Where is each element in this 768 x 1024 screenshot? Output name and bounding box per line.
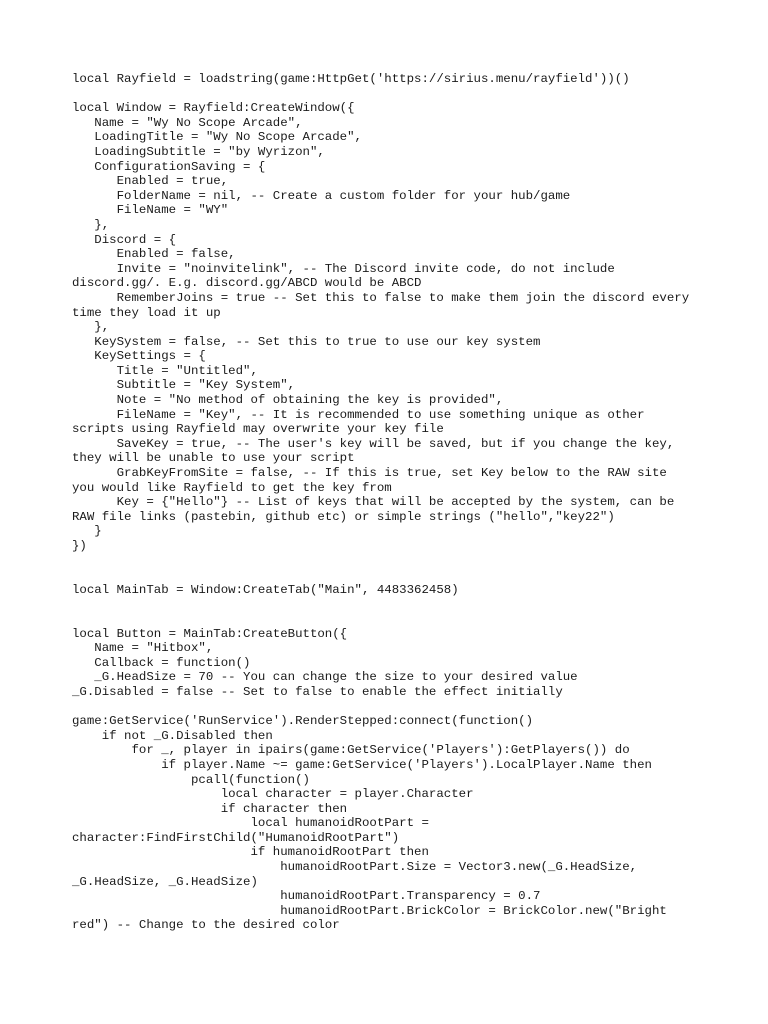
code-line: scripts using Rayfield may overwrite your key file — [72, 422, 444, 437]
code-line: Invite = "noinvitelink", -- The Discord invite code, do not include — [72, 261, 615, 276]
code-line: local Rayfield = loadstring(game:HttpGet('https://sirius.menu/rayfield'))() — [72, 72, 630, 86]
code-line — [72, 568, 712, 583]
code-line: local character = player.Character — [72, 787, 474, 802]
code-line: game:GetService('RunService').RenderStepped:connect(function() — [72, 714, 534, 729]
code-line: } — [72, 524, 102, 539]
code-line: GrabKeyFromSite = false, -- If this is true, set Key below to the RAW site — [72, 466, 667, 481]
code-line: pcall(function() — [72, 772, 310, 787]
code-line: _G.HeadSize, _G.HeadSize) — [72, 874, 258, 889]
code-line: KeySystem = false, -- Set this to true to use our key system — [72, 334, 541, 349]
code-line: humanoidRootPart.BrickColor = BrickColor.new("Bright — [72, 903, 667, 918]
code-line: Subtitle = "Key System", — [72, 378, 296, 393]
code-line: Note = "No method of obtaining the key is provided", — [72, 393, 504, 408]
code-line: local humanoidRootPart = — [72, 816, 429, 831]
code-line: you would like Rayfield to get the key from — [72, 480, 392, 495]
code-line: if character then — [72, 801, 348, 816]
code-line: local MainTab = Window:CreateTab("Main", 4483362458) — [72, 582, 459, 597]
code-line: if not _G.Disabled then — [72, 728, 273, 743]
code-line: Title = "Untitled", — [72, 363, 258, 378]
code-line: Enabled = true, — [72, 174, 229, 189]
code-line: Discord = { — [72, 232, 177, 247]
code-line: }, — [72, 320, 110, 335]
code-line: local Button = MainTab:CreateButton({ — [72, 626, 348, 641]
code-line: for _, player in ipairs(game:GetService('Players'):GetPlayers()) do — [72, 743, 630, 758]
code-line: if humanoidRootPart then — [72, 845, 429, 860]
code-line: discord.gg/. E.g. discord.gg/ABCD would be ABCD — [72, 276, 422, 291]
code-line: Name = "Hitbox", — [72, 641, 214, 656]
code-line: KeySettings = { — [72, 349, 206, 364]
code-line: Key = {"Hello"} -- List of keys that will be accepted by the system, can be — [72, 495, 675, 510]
code-line: red") -- Change to the desired color — [72, 918, 340, 933]
code-line: humanoidRootPart.Size = Vector3.new(_G.HeadSize, — [72, 860, 638, 875]
code-line — [72, 87, 712, 102]
code-line: character:FindFirstChild("HumanoidRootPart") — [72, 830, 400, 845]
code-line: _G.Disabled = false -- Set to false to enable the effect initially — [72, 684, 563, 699]
code-block — [72, 72, 712, 933]
code-line: if player.Name ~= game:GetService('Players').LocalPlayer.Name then — [72, 757, 652, 772]
code-line — [72, 597, 712, 612]
code-line: Enabled = false, — [72, 247, 236, 262]
code-line: RememberJoins = true -- Set this to false to make them join the discord every — [72, 290, 690, 305]
code-line: Callback = function() — [72, 655, 251, 670]
code-line: LoadingTitle = "Wy No Scope Arcade", — [72, 130, 362, 145]
code-line: SaveKey = true, -- The user's key will be saved, but if you change the key, — [72, 436, 675, 451]
code-line — [72, 554, 712, 569]
code-line: time they load it up — [72, 305, 221, 320]
code-line: FileName = "WY" — [72, 203, 229, 218]
code-line: local Window = Rayfield:CreateWindow({ — [72, 101, 355, 116]
code-line: humanoidRootPart.Transparency = 0.7 — [72, 889, 541, 904]
code-line: FolderName = nil, -- Create a custom folder for your hub/game — [72, 188, 571, 203]
code-line: FileName = "Key", -- It is recommended to use something unique as other — [72, 407, 645, 422]
code-line: ConfigurationSaving = { — [72, 159, 266, 174]
code-line: Name = "Wy No Scope Arcade", — [72, 115, 303, 130]
code-line: }, — [72, 217, 110, 232]
code-line: LoadingSubtitle = "by Wyrizon", — [72, 144, 325, 159]
code-line: they will be unable to use your script — [72, 451, 355, 466]
code-line: _G.HeadSize = 70 -- You can change the size to your desired value — [72, 670, 578, 685]
code-line — [72, 700, 712, 715]
code-line: }) — [72, 539, 87, 553]
code-line — [72, 612, 712, 627]
code-line: RAW file links (pastebin, github etc) or simple strings ("hello","key22") — [72, 509, 615, 524]
